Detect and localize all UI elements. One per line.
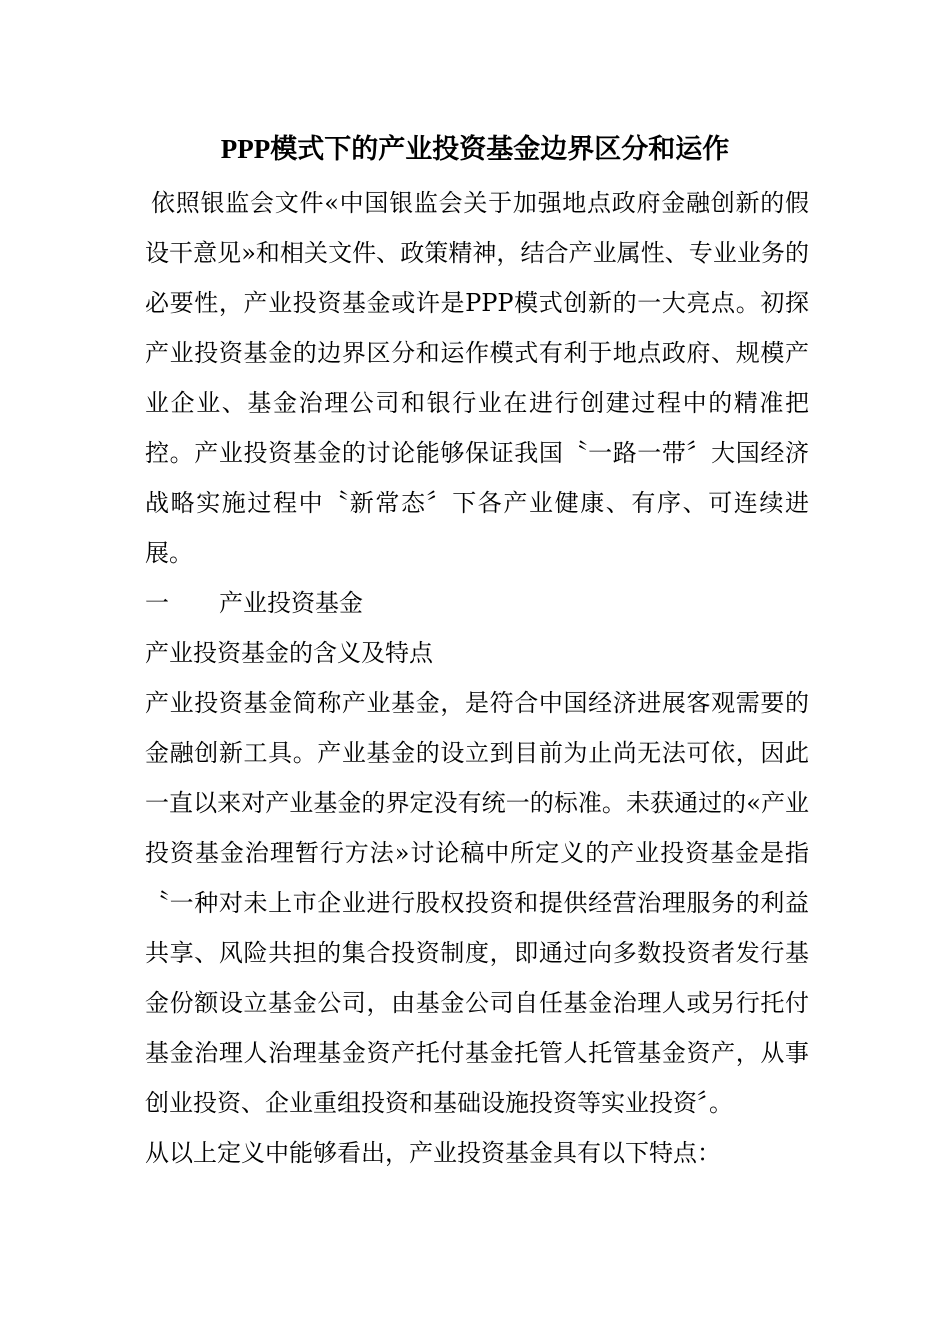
definition-paragraph: 产业投资基金简称产业基金，是符合中国经济进展客观需要的金融创新工具。产业基金的设立到目前为止尚无法可依，因此一直以来对产业基金的界定没有统一的标准。未获通过的«产业投资基金治理暂行方法»讨论稿中所定义的产业投资基金是指〝一种对未上市企业进行股权投资和提供经营治理服务的利益共享、风险共担的集合投资制度，即通过向多数投资者发行基金份额设立基金公司，由基金公司自任基金治理人或另行托付基金治理人治理基金资产托付基金托管人托管基金资产，从事创业投资、企业重组投资和基础设施投资等实业投资〞。	[145, 689, 809, 1117]
document-title: PPP模式下的产业投资基金边界区分和运作	[220, 134, 730, 164]
features-intro-paragraph: 从以上定义中能够看出，产业投资基金具有以下特点：	[145, 1139, 721, 1167]
section-heading-text: 产业投资基金	[219, 589, 363, 617]
section-number: 一	[145, 589, 169, 617]
document-body	[145, 178, 809, 1178]
subheading: 产业投资基金的含义及特点	[145, 639, 433, 667]
intro-paragraph: 依照银监会文件«中国银监会关于加强地点政府金融创新的假设干意见»和相关文件、政策精神，结合产业属性、专业业务的必要性，产业投资基金或许是PPP模式创新的一大亮点。初探产业投资基金的边界区分和运作模式有利于地点政府、规模产业企业、基金治理公司和银行业在进行创建过程中的精准把控。产业投资基金的讨论能够保证我国〝一路一带〞大国经济战略实施过程中〝新常态〞下各产业健康、有序、可连续进展。	[145, 189, 809, 567]
section-heading	[145, 578, 809, 628]
